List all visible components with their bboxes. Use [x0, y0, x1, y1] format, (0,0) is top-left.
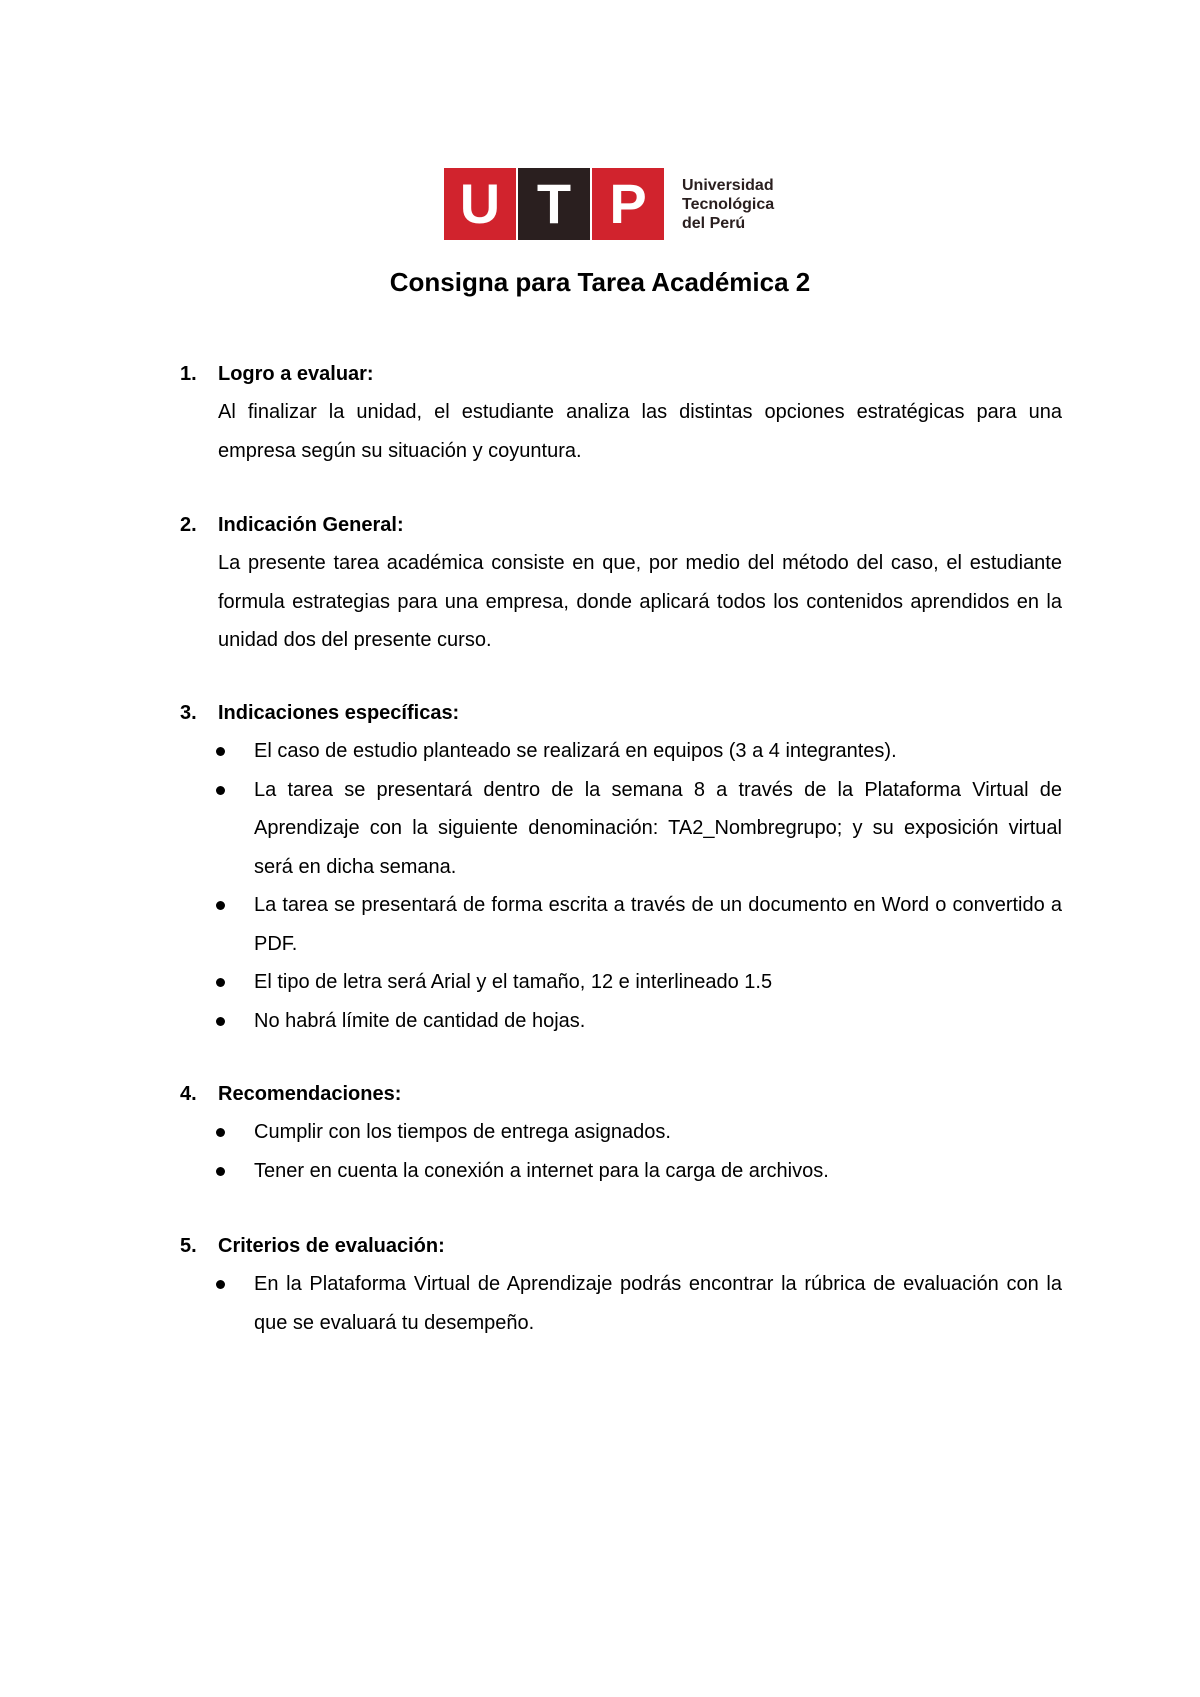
list-item-text: No habrá límite de cantidad de hojas.	[254, 1009, 586, 1032]
list-item	[254, 771, 1062, 887]
section-title: Indicación General:	[218, 514, 404, 536]
bullet-list	[254, 1113, 1062, 1190]
section-criterios	[180, 1227, 1062, 1342]
section-heading	[180, 506, 1062, 544]
logo-letter-u: U	[444, 168, 516, 240]
list-item-text: En la Plataforma Virtual de Aprendizaje podrás encontrar la rúbrica de evaluación con la que se evaluará tu desempeño.	[254, 1273, 1062, 1334]
section-number: 4.	[180, 1083, 197, 1105]
section-title: Indicaciones específicas:	[218, 702, 460, 724]
list-item-text: El tipo de letra será Arial y el tamaño, 12 e interlineado 1.5	[254, 971, 773, 993]
list-item-text: Cumplir con los tiempos de entrega asignados.	[254, 1121, 671, 1143]
bullet-icon	[216, 1280, 225, 1289]
bullet-list	[254, 1265, 1062, 1342]
section-heading	[180, 1075, 1062, 1113]
bullet-icon	[216, 1017, 225, 1026]
bullet-icon	[216, 1128, 225, 1137]
section-number: 1.	[180, 363, 197, 385]
bullet-icon	[216, 978, 225, 987]
section-paragraph: La presente tarea académica consiste en que, por medio del método del caso, el estudiante formula estrategias para una empresa, donde aplicará todos los contenidos aprendidos en la unidad dos del presente curso.	[218, 552, 1062, 651]
section-number: 5.	[180, 1235, 197, 1257]
logo-line-1: Universidad	[682, 176, 774, 194]
section-number: 2.	[180, 514, 197, 536]
section-title: Logro a evaluar:	[218, 363, 374, 385]
section-indicaciones-especificas	[180, 694, 1062, 1040]
bullet-icon	[216, 1167, 225, 1176]
list-item-text: La tarea se presentará dentro de la semana 8 a través de la Plataforma Virtual de Aprendizaje con la siguiente denominación: TA2_Nombregrupo; y su exposición virtual será en dicha semana.	[254, 778, 1062, 878]
section-paragraph: Al finalizar la unidad, el estudiante analiza las distintas opciones estratégicas para una empresa según su situación y coyuntura.	[218, 401, 1062, 462]
logo-line-3: del Perú	[682, 214, 746, 232]
list-item	[254, 963, 1062, 1002]
list-item	[254, 732, 1062, 771]
section-heading	[180, 355, 1062, 393]
section-title: Recomendaciones:	[218, 1083, 402, 1105]
bullet-icon	[216, 747, 225, 756]
logo-letter-p: P	[592, 168, 664, 240]
list-item	[254, 1113, 1062, 1152]
logo-line-2: Tecnológica	[682, 195, 775, 213]
logo-letter-t: T	[518, 168, 590, 240]
section-logro	[180, 355, 1062, 470]
bullet-icon	[216, 786, 225, 795]
list-item	[254, 1152, 1062, 1191]
bullet-icon	[216, 901, 225, 910]
section-title: Criterios de evaluación:	[218, 1235, 445, 1257]
section-heading	[180, 694, 1062, 732]
list-item	[254, 1265, 1062, 1342]
bullet-list	[254, 732, 1062, 1040]
list-item-text: Tener en cuenta la conexión a internet para la carga de archivos.	[254, 1159, 829, 1182]
logo-wordmark	[682, 176, 774, 233]
section-recomendaciones	[180, 1075, 1062, 1190]
section-number: 3.	[180, 702, 197, 724]
section-heading	[180, 1227, 1062, 1265]
page-title: Consigna para Tarea Académica 2	[389, 267, 811, 297]
list-item-text: La tarea se presentará de forma escrita a través de un documento en Word o convertido a PDF.	[254, 894, 1062, 955]
utp-logo	[444, 168, 774, 240]
section-indicacion-general	[180, 506, 1062, 660]
list-item-text: El caso de estudio planteado se realizará en equipos (3 a 4 integrantes).	[254, 740, 897, 762]
list-item	[254, 886, 1062, 963]
list-item	[254, 1002, 1062, 1041]
